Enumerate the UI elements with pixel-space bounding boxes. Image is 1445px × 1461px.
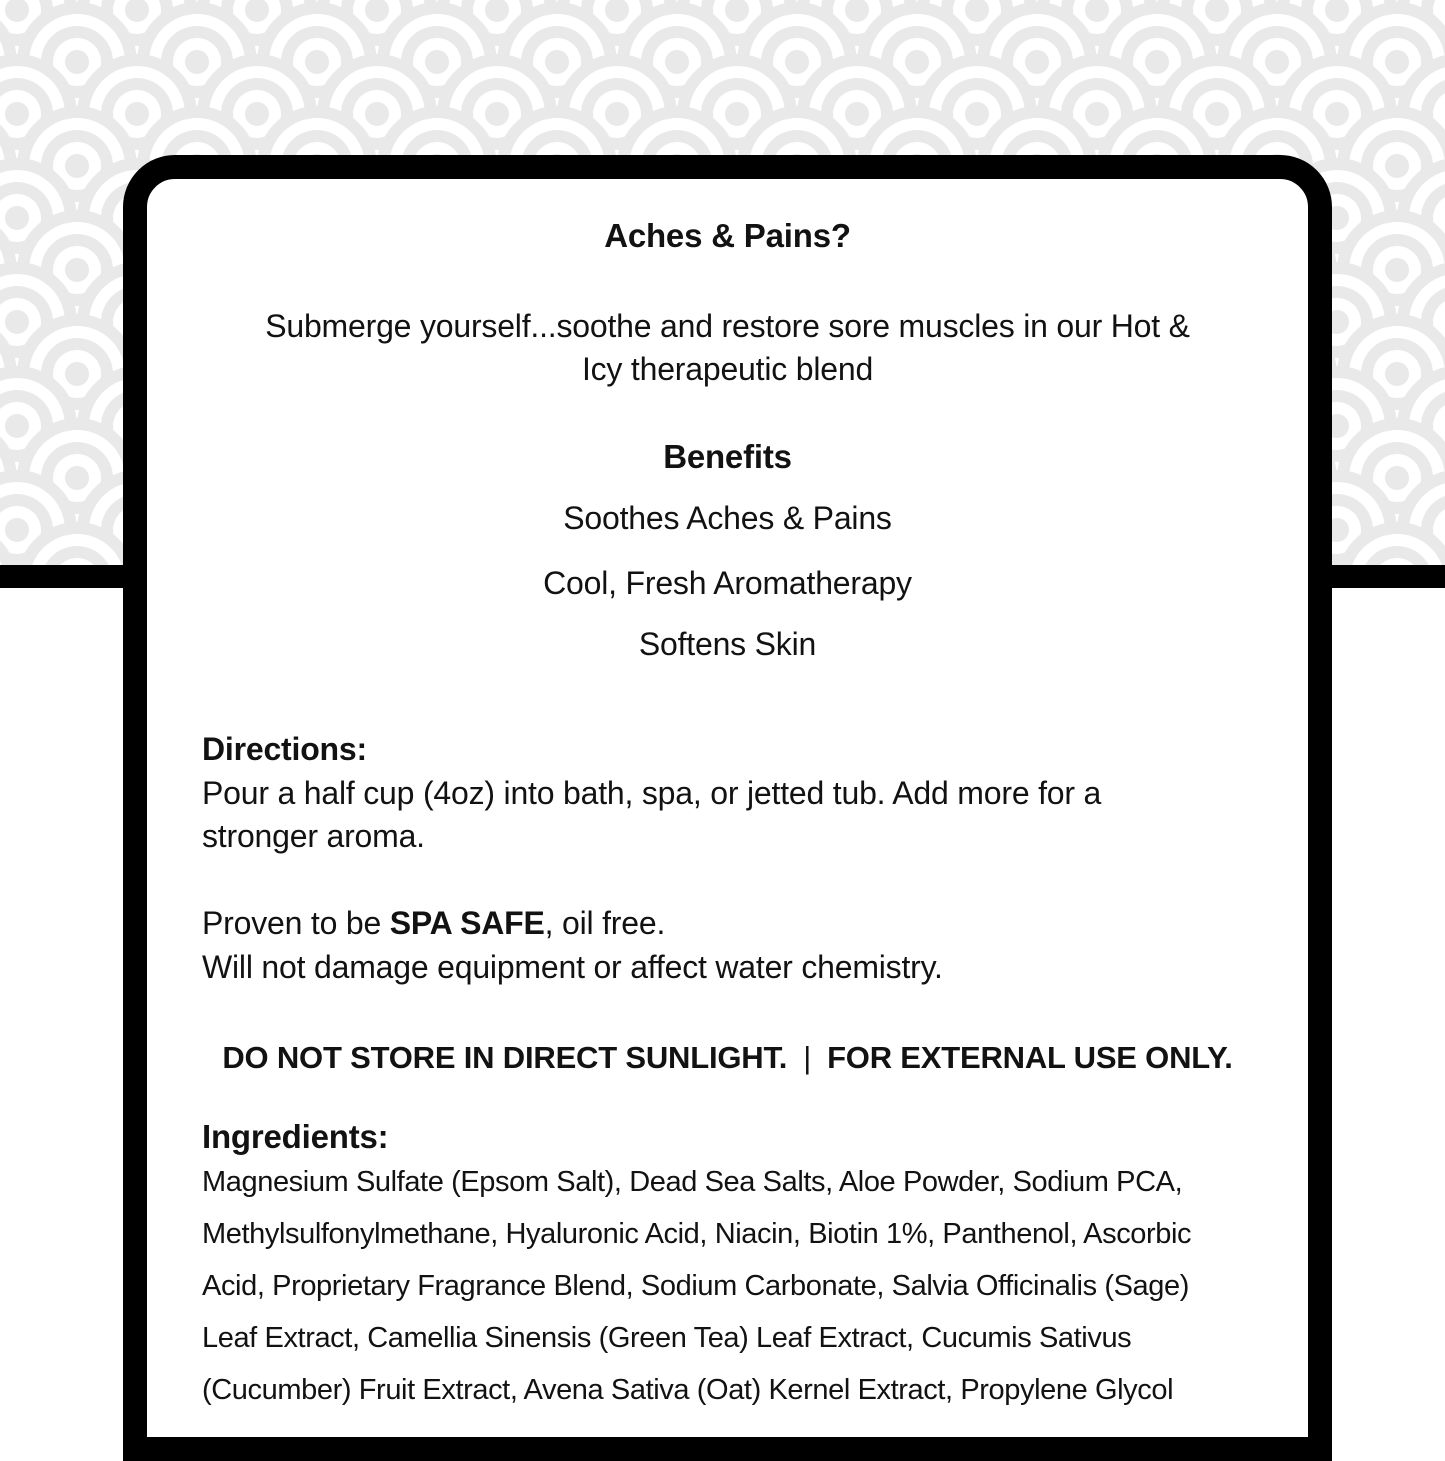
spa-safe-line — [202, 904, 665, 942]
ingredients-title: Ingredients: — [202, 1118, 389, 1155]
warning-line — [147, 1039, 1308, 1076]
headline: Aches & Pains? — [604, 217, 851, 254]
warning-separator: | — [803, 1040, 812, 1075]
intro-line-1: Submerge yourself...soothe and restore sore muscles in our Hot & — [265, 308, 1190, 344]
spa-safe-prefix: Proven to be — [202, 905, 390, 941]
label-card — [123, 155, 1332, 1461]
ingredients-line-3: Acid, Proprietary Fragrance Blend, Sodium Carbonate, Salvia Officinalis (Sage) — [202, 1270, 1189, 1302]
directions-title: Directions: — [202, 731, 367, 767]
ingredients-line-2: Methylsulfonylmethane, Hyaluronic Acid, Niacin, Biotin 1%, Panthenol, Ascorbic — [202, 1218, 1192, 1250]
directions-line-2: stronger aroma. — [202, 818, 425, 854]
benefits-title: Benefits — [663, 438, 792, 475]
ingredients-line-4: Leaf Extract, Camellia Sinensis (Green Tea) Leaf Extract, Cucumis Sativus — [202, 1322, 1132, 1354]
directions-line-1: Pour a half cup (4oz) into bath, spa, or jetted tub. Add more for a — [202, 775, 1102, 811]
spa-safe-emphasis: SPA SAFE — [389, 905, 545, 941]
benefit-item-3: Softens Skin — [638, 626, 817, 662]
intro-line-2: Icy therapeutic blend — [581, 351, 874, 387]
warning-part-2: FOR EXTERNAL USE ONLY. — [827, 1040, 1233, 1075]
benefit-item-1: Soothes Aches & Pains — [563, 500, 892, 536]
ingredients-line-5: (Cucumber) Fruit Extract, Avena Sativa (Oat) Kernel Extract, Propylene Glycol — [202, 1374, 1174, 1406]
spa-safe-suffix: , oil free. — [544, 905, 666, 941]
benefit-item-2: Cool, Fresh Aromatherapy — [543, 565, 912, 601]
spa-safe-line-2: Will not damage equipment or affect water chemistry. — [202, 949, 943, 985]
ingredients-line-1: Magnesium Sulfate (Epsom Salt), Dead Sea Salts, Aloe Powder, Sodium PCA, — [202, 1166, 1183, 1198]
warning-part-1: DO NOT STORE IN DIRECT SUNLIGHT. — [222, 1040, 788, 1075]
